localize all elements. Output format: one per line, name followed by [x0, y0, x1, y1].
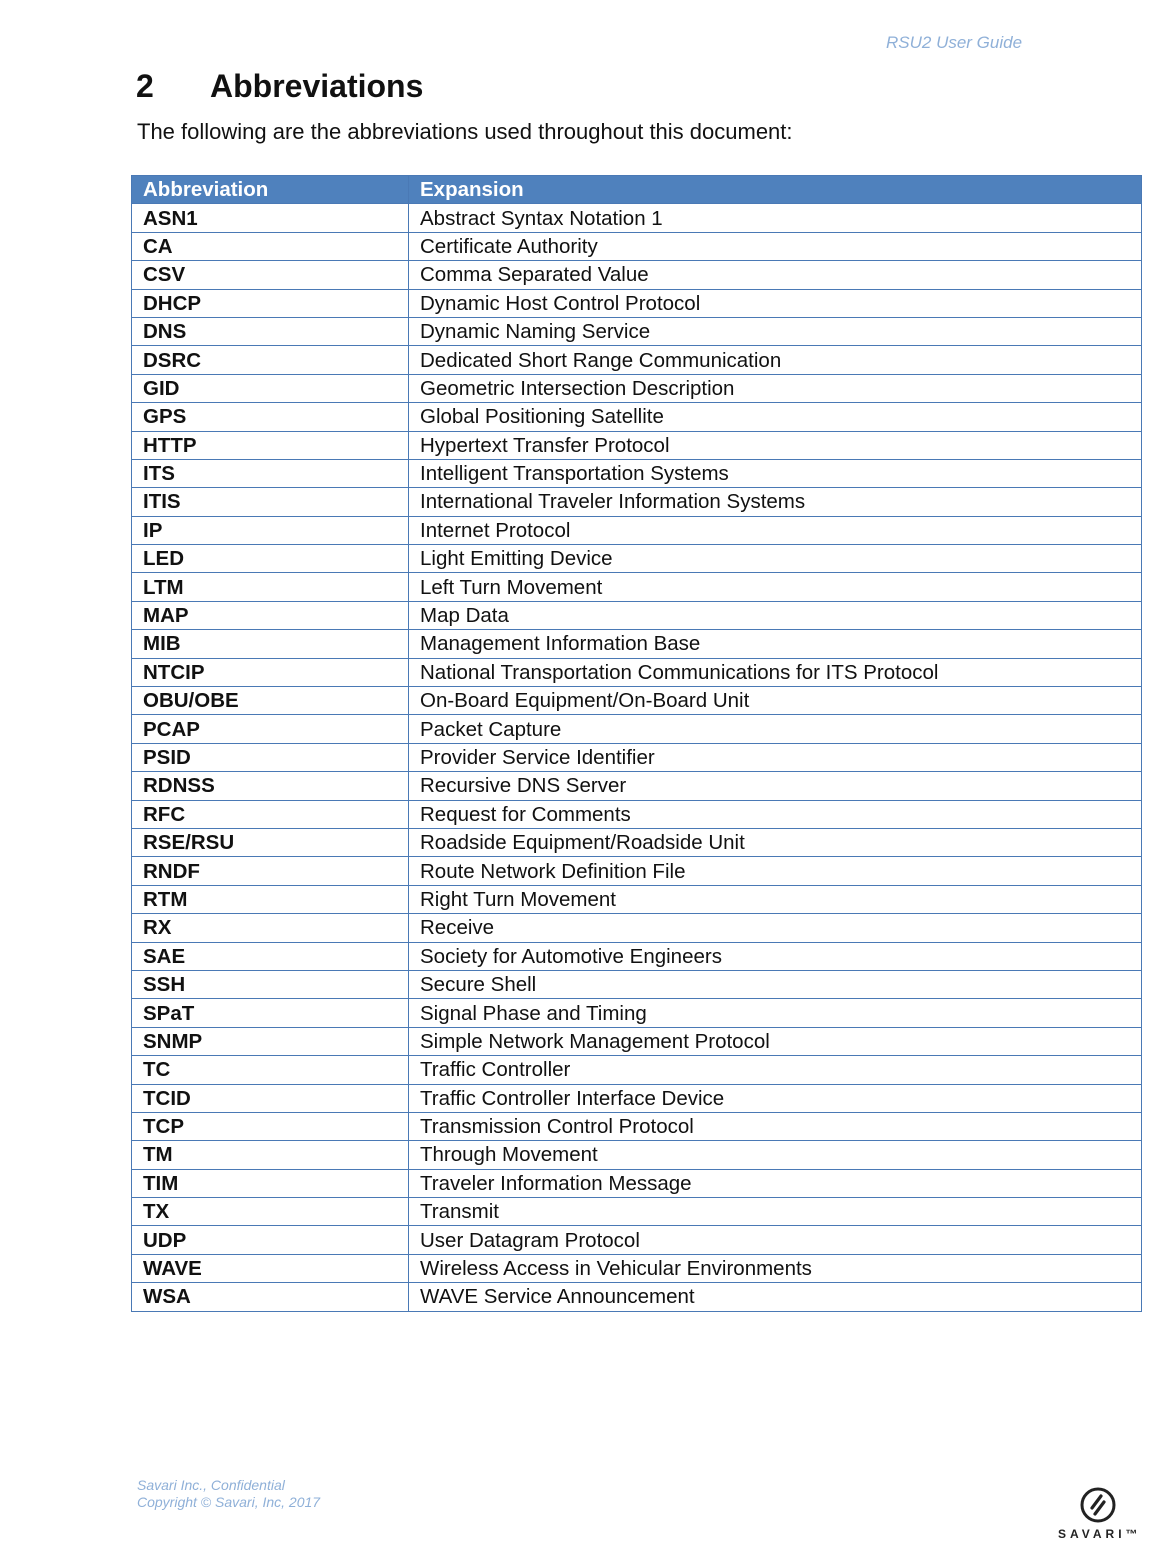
- table-row: [132, 1254, 1142, 1282]
- abbreviation-cell: LED: [132, 545, 409, 573]
- expansion-cell: Recursive DNS Server: [409, 772, 1142, 800]
- table-body: [132, 204, 1142, 1311]
- abbreviation-cell: GID: [132, 374, 409, 402]
- expansion-cell: Wireless Access in Vehicular Environments: [409, 1254, 1142, 1282]
- expansion-cell: WAVE Service Announcement: [409, 1283, 1142, 1311]
- table-row: [132, 573, 1142, 601]
- abbreviation-cell: ITS: [132, 459, 409, 487]
- expansion-cell: Comma Separated Value: [409, 261, 1142, 289]
- header-abbreviation: Abbreviation: [132, 176, 409, 204]
- section-number: 2: [136, 68, 154, 104]
- expansion-cell: Signal Phase and Timing: [409, 999, 1142, 1027]
- expansion-cell: Management Information Base: [409, 630, 1142, 658]
- table-row: [132, 970, 1142, 998]
- abbreviation-cell: RSE/RSU: [132, 828, 409, 856]
- expansion-cell: Roadside Equipment/Roadside Unit: [409, 828, 1142, 856]
- expansion-cell: Light Emitting Device: [409, 545, 1142, 573]
- expansion-cell: Dynamic Host Control Protocol: [409, 289, 1142, 317]
- abbreviation-cell: ITIS: [132, 488, 409, 516]
- abbreviation-cell: WAVE: [132, 1254, 409, 1282]
- table-row: [132, 374, 1142, 402]
- abbreviation-cell: SNMP: [132, 1027, 409, 1055]
- table-row: [132, 1198, 1142, 1226]
- header-expansion: Expansion: [409, 176, 1142, 204]
- footer-confidential: Savari Inc., Confidential: [137, 1477, 285, 1493]
- table-row: [132, 459, 1142, 487]
- abbreviation-cell: RTM: [132, 885, 409, 913]
- table-row: [132, 488, 1142, 516]
- expansion-cell: Dedicated Short Range Communication: [409, 346, 1142, 374]
- table-row: [132, 403, 1142, 431]
- expansion-cell: National Transportation Communications for ITS Protocol: [409, 658, 1142, 686]
- table-row: [132, 1112, 1142, 1140]
- footer: [137, 1477, 320, 1511]
- expansion-cell: On-Board Equipment/On-Board Unit: [409, 687, 1142, 715]
- table-row: [132, 1056, 1142, 1084]
- abbreviation-cell: NTCIP: [132, 658, 409, 686]
- expansion-cell: Packet Capture: [409, 715, 1142, 743]
- intro-text: The following are the abbreviations used throughout this document:: [137, 119, 793, 144]
- savari-logo-icon: [1079, 1486, 1117, 1524]
- savari-logo: [1058, 1486, 1142, 1541]
- table-row: [132, 261, 1142, 289]
- table-row: [132, 687, 1142, 715]
- table-row: [132, 1027, 1142, 1055]
- expansion-cell: International Traveler Information Systems: [409, 488, 1142, 516]
- abbreviation-cell: ASN1: [132, 204, 409, 232]
- table-row: [132, 857, 1142, 885]
- expansion-cell: Abstract Syntax Notation 1: [409, 204, 1142, 232]
- table-row: [132, 828, 1142, 856]
- abbreviation-cell: CA: [132, 232, 409, 260]
- abbreviation-cell: IP: [132, 516, 409, 544]
- abbreviation-cell: SPaT: [132, 999, 409, 1027]
- expansion-cell: Simple Network Management Protocol: [409, 1027, 1142, 1055]
- savari-wordmark: SAVARI™: [1058, 1527, 1142, 1541]
- abbreviation-cell: SSH: [132, 970, 409, 998]
- abbreviation-cell: RNDF: [132, 857, 409, 885]
- table-row: [132, 800, 1142, 828]
- expansion-cell: Request for Comments: [409, 800, 1142, 828]
- abbreviation-cell: RFC: [132, 800, 409, 828]
- expansion-cell: Secure Shell: [409, 970, 1142, 998]
- abbreviation-cell: RX: [132, 914, 409, 942]
- footer-copyright: Copyright © Savari, Inc, 2017: [137, 1494, 321, 1510]
- table-row: [132, 999, 1142, 1027]
- expansion-cell: Internet Protocol: [409, 516, 1142, 544]
- expansion-cell: Right Turn Movement: [409, 885, 1142, 913]
- table-row: [132, 914, 1142, 942]
- expansion-cell: Dynamic Naming Service: [409, 317, 1142, 345]
- abbreviation-cell: MIB: [132, 630, 409, 658]
- expansion-cell: Route Network Definition File: [409, 857, 1142, 885]
- expansion-cell: Geometric Intersection Description: [409, 374, 1142, 402]
- expansion-cell: Through Movement: [409, 1141, 1142, 1169]
- table-row: [132, 1283, 1142, 1311]
- abbreviation-cell: UDP: [132, 1226, 409, 1254]
- expansion-cell: Map Data: [409, 601, 1142, 629]
- abbreviation-cell: DSRC: [132, 346, 409, 374]
- table-row: [132, 289, 1142, 317]
- expansion-cell: Society for Automotive Engineers: [409, 942, 1142, 970]
- abbreviation-cell: RDNSS: [132, 772, 409, 800]
- table-row: [132, 204, 1142, 232]
- expansion-cell: Transmit: [409, 1198, 1142, 1226]
- expansion-cell: Traffic Controller: [409, 1056, 1142, 1084]
- abbreviation-cell: WSA: [132, 1283, 409, 1311]
- table-row: [132, 317, 1142, 345]
- abbreviation-cell: TC: [132, 1056, 409, 1084]
- abbreviation-cell: TCP: [132, 1112, 409, 1140]
- table-row: [132, 545, 1142, 573]
- expansion-cell: Certificate Authority: [409, 232, 1142, 260]
- abbreviation-cell: OBU/OBE: [132, 687, 409, 715]
- section-heading: [136, 68, 423, 105]
- expansion-cell: Traveler Information Message: [409, 1169, 1142, 1197]
- expansion-cell: Intelligent Transportation Systems: [409, 459, 1142, 487]
- table-row: [132, 658, 1142, 686]
- table-row: [132, 743, 1142, 771]
- abbreviation-cell: PCAP: [132, 715, 409, 743]
- table-row: [132, 630, 1142, 658]
- expansion-cell: Provider Service Identifier: [409, 743, 1142, 771]
- expansion-cell: Left Turn Movement: [409, 573, 1142, 601]
- table-row: [132, 772, 1142, 800]
- table-row: [132, 1169, 1142, 1197]
- section-title: Abbreviations: [210, 68, 424, 104]
- abbreviation-cell: PSID: [132, 743, 409, 771]
- abbreviation-cell: SAE: [132, 942, 409, 970]
- table-row: [132, 1084, 1142, 1112]
- table-row: [132, 516, 1142, 544]
- abbreviation-cell: TCID: [132, 1084, 409, 1112]
- expansion-cell: Hypertext Transfer Protocol: [409, 431, 1142, 459]
- table-row: [132, 601, 1142, 629]
- table-row: [132, 346, 1142, 374]
- abbreviation-cell: CSV: [132, 261, 409, 289]
- running-header: RSU2 User Guide: [886, 33, 1023, 52]
- table-row: [132, 1141, 1142, 1169]
- abbreviation-cell: GPS: [132, 403, 409, 431]
- table-row: [132, 715, 1142, 743]
- abbreviation-cell: MAP: [132, 601, 409, 629]
- table-row: [132, 885, 1142, 913]
- table-row: [132, 232, 1142, 260]
- abbreviation-cell: LTM: [132, 573, 409, 601]
- abbreviation-cell: DHCP: [132, 289, 409, 317]
- table-row: [132, 1226, 1142, 1254]
- expansion-cell: Receive: [409, 914, 1142, 942]
- abbreviation-cell: HTTP: [132, 431, 409, 459]
- abbreviation-cell: TM: [132, 1141, 409, 1169]
- table-row: [132, 942, 1142, 970]
- abbreviation-cell: DNS: [132, 317, 409, 345]
- table-header-row: [132, 176, 1142, 204]
- expansion-cell: Transmission Control Protocol: [409, 1112, 1142, 1140]
- abbreviation-cell: TX: [132, 1198, 409, 1226]
- table-row: [132, 431, 1142, 459]
- abbreviations-table: [131, 175, 1142, 1312]
- expansion-cell: Traffic Controller Interface Device: [409, 1084, 1142, 1112]
- abbreviation-cell: TIM: [132, 1169, 409, 1197]
- expansion-cell: Global Positioning Satellite: [409, 403, 1142, 431]
- expansion-cell: User Datagram Protocol: [409, 1226, 1142, 1254]
